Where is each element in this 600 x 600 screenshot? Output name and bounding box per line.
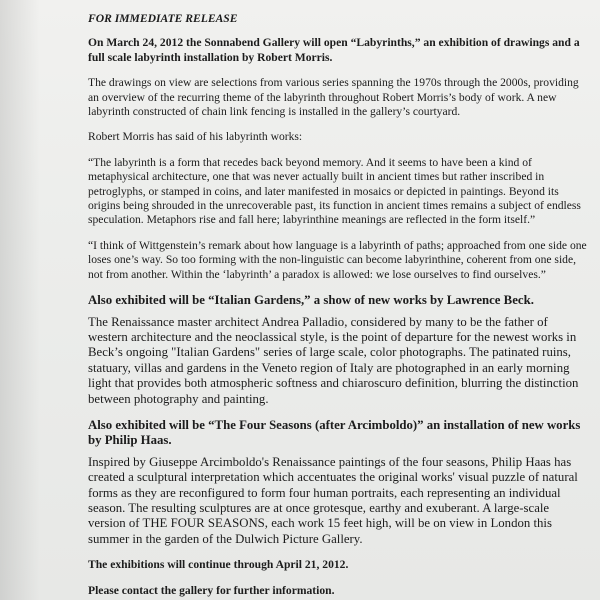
four-seasons-heading: Also exhibited will be “The Four Seasons (after Arcimboldo)” an installation of new works by Philip Haas. (88, 417, 581, 448)
quote-intro: Robert Morris has said of his labyrinth works: (88, 130, 303, 144)
palladio-paragraph: The Renaissance master architect Andrea Palladio, considered by many to be the father of western architecture and the neoclassical style, is the point of departure for the newest works in Beck’s ongoing "Italian Gardens" series of large scale, color photographs. The patinated ruins, statuary, villas and gardens in the Veneto region of Italy are photographed in an early morning light that provides both atmospheric softness and chiaroscuro definition, blurring the distinction between photography and painting. (88, 314, 579, 406)
announcement-paragraph: On March 24, 2012 the Sonnabend Gallery will open “Labyrinths,” an exhibition of drawings and a full scale labyrinth installation by Robert Morris. (88, 36, 580, 64)
arcimboldo-paragraph: Inspired by Giuseppe Arcimboldo's Renaissance paintings of the four seasons, Philip Haas has created a sculptural interpretation which accentuates the original works' visual puzzle of natural forms as they are reconfigured to form four human portraits, each representing an individual season. The resulting sculptures are at once grotesque, earthy and exuberant. A large-scale version of THE FOUR SEASONS, each work 15 feet high, will be on view in London this summer in the garden of the Dulwich Picture Gallery. (88, 454, 578, 546)
press-release-body (88, 12, 588, 600)
release-label: FOR IMMEDIATE RELEASE (88, 12, 238, 25)
drawings-paragraph: The drawings on view are selections from various series spanning the 1970s through the 2000s, providing an overview of the recurring theme of the labyrinth throughout Robert Morris’s body of work. A new labyrinth constructed of chain link fencing is installed in the gallery’s courtyard. (88, 76, 579, 119)
page-edge-shadow (0, 0, 40, 600)
wittgenstein-quote: “I think of Wittgenstein’s remark about how language is a labyrinth of paths; approached from one side one loses one’s way. So too forming with the non-linguistic can become labyrinthine, coherent from one side, not from another. Within the ‘labyrinth’ a paradox is allowed: we lose ourselves to find ourselves.” (88, 238, 587, 281)
closing-date: The exhibitions will continue through April 21, 2012. (88, 558, 349, 572)
labyrinth-quote: “The labyrinth is a form that recedes back beyond memory. And it seems to have been a kind of metaphysical architecture, one that was never actually built in ancient times but rather inscribed in petroglyphs, or stamped in coins, and later manifested in mosaics or depicted in paintings. Beyond its origins being shrouded in the unrecoverable past, its function in ancient times remains a subject of endless speculation. Metaphors rise and fall here; labyrinthine meanings are reflected in the form itself.” (88, 155, 581, 227)
italian-gardens-heading: Also exhibited will be “Italian Gardens,” a show of new works by Lawrence Beck. (88, 293, 534, 308)
contact-line: Please contact the gallery for further information. (88, 583, 335, 597)
